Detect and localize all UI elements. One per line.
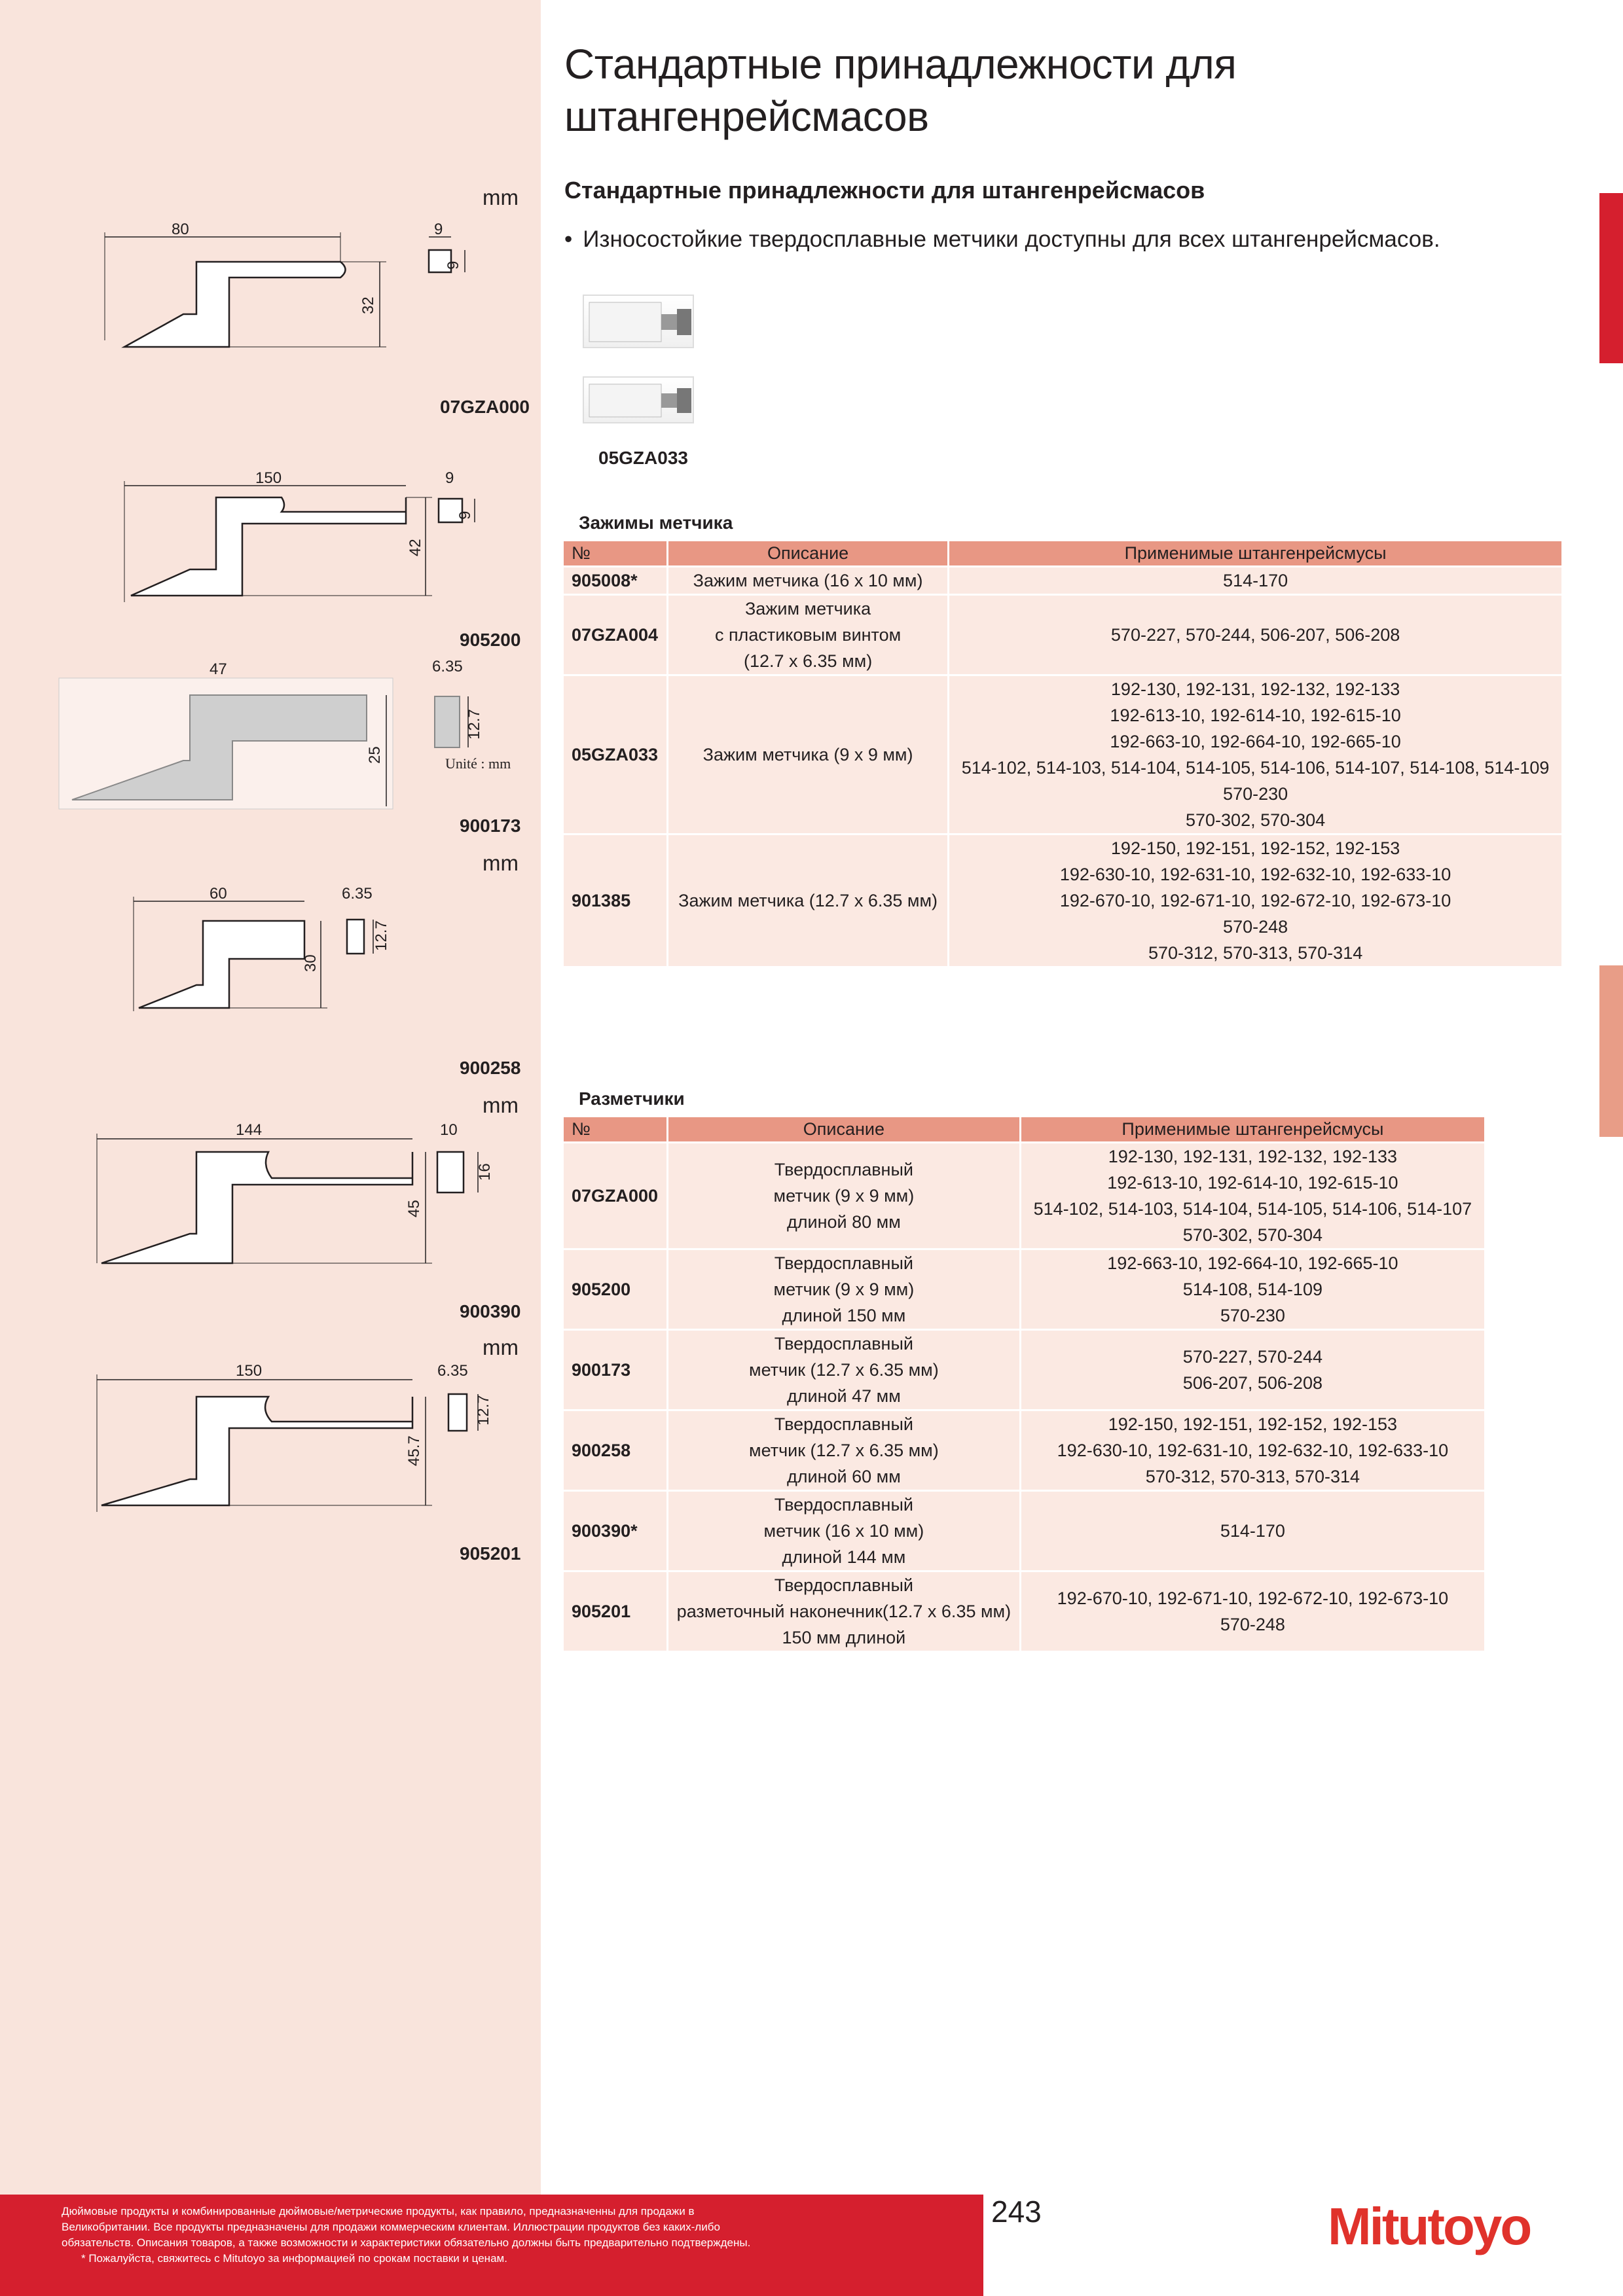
dim-width: 6.35 <box>342 885 373 903</box>
desc-line: длиной 47 мм <box>787 1386 901 1406</box>
desc-line: метчик (9 x 9 мм) <box>773 1280 915 1299</box>
model-line: 192-130, 192-131, 192-132, 192-133 <box>1108 1147 1398 1166</box>
desc-line: Твердосплавный <box>774 1334 913 1354</box>
dim-height: 32 <box>359 296 377 314</box>
dim-thickness: 12.7 <box>373 920 390 951</box>
model-line: 192-150, 192-151, 192-152, 192-153 <box>1110 838 1400 858</box>
page-title <box>564 38 1236 143</box>
description <box>667 1330 1020 1410</box>
model-line: 192-130, 192-131, 192-132, 192-133 <box>1110 679 1400 699</box>
desc-line: метчик (12.7 x 6.35 мм) <box>749 1360 939 1380</box>
description <box>667 675 948 834</box>
drawing-code-07GZA000: 07GZA000 <box>440 397 530 417</box>
desc-line: Твердосплавный <box>774 1575 913 1595</box>
desc-line: длиной 150 мм <box>782 1306 906 1325</box>
bullet-text: Износостойкие твердосплавные метчики доступны для всех штангенрейсмасов. <box>583 226 1440 252</box>
table-row <box>563 1491 1486 1571</box>
desc-line: метчик (12.7 x 6.35 мм) <box>749 1441 939 1460</box>
drawing-code-905200: 905200 <box>460 630 521 650</box>
drawing-code-900173: 900173 <box>460 816 521 836</box>
dim-height: 45 <box>405 1200 423 1217</box>
tap-holder-illustration-bottom <box>584 378 695 425</box>
dim-length: 144 <box>236 1121 263 1139</box>
unit-label: mm <box>483 1093 519 1117</box>
model-line: 570-248 <box>1223 917 1288 937</box>
title-line-2: штангенрейсмасов <box>564 93 929 140</box>
col-header-no: № <box>563 1117 668 1143</box>
description <box>667 1249 1020 1330</box>
drawing-code-900390: 900390 <box>460 1301 521 1321</box>
dim-height: 30 <box>302 954 319 972</box>
bullet-dot-icon: • <box>564 226 573 252</box>
model-line: 570-312, 570-313, 570-314 <box>1148 943 1363 963</box>
desc-line: Твердосплавный <box>774 1495 913 1515</box>
model-line: 570-312, 570-313, 570-314 <box>1145 1467 1360 1486</box>
model-line: 192-150, 192-151, 192-152, 192-153 <box>1108 1414 1398 1434</box>
desc-line: Зажим метчика <box>745 599 871 619</box>
unit-label: mm <box>483 851 519 875</box>
desc-line: Зажим метчика (12.7 x 6.35 мм) <box>678 891 938 910</box>
model-line: 570-302, 570-304 <box>1182 1225 1322 1245</box>
col-header-description: Описание <box>667 1117 1020 1143</box>
desc-line: Зажим метчика (16 x 10 мм) <box>693 571 923 590</box>
part-number: 07GZA004 <box>563 595 668 675</box>
dim-width: 10 <box>440 1121 458 1139</box>
models <box>949 567 1563 595</box>
photo-caption: 05GZA033 <box>598 448 688 468</box>
part-number: 900390* <box>563 1491 668 1571</box>
part-number: 05GZA033 <box>563 675 668 834</box>
footer-note: * Пожалуйста, свяжитесь с Mitutoyo за информацией по срокам поставки и ценам. <box>81 2252 507 2265</box>
footer-line: обязательств. Описания товаров, а также возможности и характеристики обязательно должны быть предварительно подтверждены. <box>62 2236 751 2249</box>
section-subtitle: Стандартные принадлежности для штангенрейсмасов <box>564 177 1205 204</box>
model-line: 514-108, 514-109 <box>1182 1280 1322 1299</box>
models <box>1020 1143 1485 1249</box>
models <box>1020 1410 1485 1491</box>
product-photo-bottom <box>583 376 694 423</box>
table-row <box>563 834 1563 967</box>
model-line: 570-302, 570-304 <box>1186 810 1326 830</box>
part-number: 905201 <box>563 1571 668 1652</box>
dim-length: 60 <box>210 885 227 903</box>
desc-line: с пластиковым винтом <box>714 625 902 645</box>
models <box>949 675 1563 834</box>
page-number: 243 <box>991 2195 1042 2229</box>
desc-line: (12.7 x 6.35 мм) <box>743 651 873 671</box>
scriber-drawing-900258 <box>131 887 419 1018</box>
model-line: 192-613-10, 192-614-10, 192-615-10 <box>1107 1173 1398 1193</box>
dim-length: 80 <box>172 221 189 238</box>
table-row <box>563 595 1563 675</box>
footer-line: Великобритании. Все продукты предназначены для продажи коммерческим клиентам. Иллюстрации продуктов без каких-либо <box>62 2221 720 2233</box>
footer-line: Дюймовые продукты и комбинированные дюймовые/метрические продукты, как правило, предназначенны для продажи в <box>62 2205 695 2217</box>
model-line: 192-663-10, 192-664-10, 192-665-10 <box>1110 732 1401 751</box>
desc-line: длиной 144 мм <box>782 1547 906 1567</box>
desc-line: Твердосплавный <box>774 1414 913 1434</box>
description <box>667 1143 1020 1249</box>
col-header-description: Описание <box>667 541 948 567</box>
scribers-table <box>562 1115 1486 1653</box>
table-row <box>563 567 1563 595</box>
part-number: 07GZA000 <box>563 1143 668 1249</box>
col-header-models: Применимые штангенрейсмусы <box>949 541 1563 567</box>
model-line: 570-227, 570-244 <box>1182 1347 1322 1367</box>
col-header-models: Применимые штангенрейсмусы <box>1020 1117 1485 1143</box>
part-number: 901385 <box>563 834 668 967</box>
dim-length: 47 <box>210 660 227 678</box>
model-line: 192-670-10, 192-671-10, 192-672-10, 192-673-10 <box>1059 891 1451 910</box>
scriber-drawing-900390 <box>92 1119 511 1270</box>
section-tab-pink[interactable] <box>1599 965 1623 1137</box>
bullet-item <box>564 226 1440 253</box>
description <box>667 567 948 595</box>
table-row <box>563 1330 1486 1410</box>
dim-width: 6.35 <box>437 1362 468 1380</box>
models <box>1020 1249 1485 1330</box>
dim-height: 25 <box>366 746 384 764</box>
model-line: 570-230 <box>1223 784 1288 804</box>
models <box>949 834 1563 967</box>
table-row <box>563 1249 1486 1330</box>
desc-line: Твердосплавный <box>774 1160 913 1179</box>
scriber-drawing-07GZA000 <box>98 223 504 367</box>
title-line-1: Стандартные принадлежности для <box>564 41 1237 88</box>
footer-disclaimer <box>0 2195 983 2296</box>
model-line: 570-230 <box>1220 1306 1285 1325</box>
dim-thickness: 12.7 <box>475 1395 492 1426</box>
model-line: 570-248 <box>1220 1615 1285 1634</box>
model-line: 192-663-10, 192-664-10, 192-665-10 <box>1107 1253 1398 1273</box>
model-line: 192-613-10, 192-614-10, 192-615-10 <box>1110 706 1401 725</box>
model-line: 192-630-10, 192-631-10, 192-632-10, 192-633-10 <box>1057 1441 1449 1460</box>
models <box>949 595 1563 675</box>
drawing-code-905201: 905201 <box>460 1543 521 1564</box>
part-number: 905008* <box>563 567 668 595</box>
desc-line: 150 мм длиной <box>782 1628 906 1647</box>
part-number: 905200 <box>563 1249 668 1330</box>
desc-line: разметочный наконечник(12.7 x 6.35 мм) <box>676 1602 1012 1621</box>
dim-thickness: 12.7 <box>465 709 483 740</box>
unit-text: Unité : mm <box>445 755 511 772</box>
table-row <box>563 675 1563 834</box>
dim-height: 45.7 <box>405 1435 423 1466</box>
models <box>1020 1330 1485 1410</box>
part-number: 900173 <box>563 1330 668 1410</box>
dim-thickness: 16 <box>476 1163 494 1181</box>
description <box>667 1410 1020 1491</box>
tap-holder-illustration-top <box>584 296 695 350</box>
dim-length: 150 <box>236 1362 263 1380</box>
description <box>667 1491 1020 1571</box>
scriber-drawing-900173 <box>59 656 530 813</box>
dim-width: 9 <box>445 469 454 487</box>
dim-width: 6.35 <box>432 658 463 675</box>
models <box>1020 1571 1485 1652</box>
model-line: 506-207, 506-208 <box>1182 1373 1322 1393</box>
unit-label: mm <box>483 185 519 209</box>
unit-label: mm <box>483 1335 519 1359</box>
tap-holders-table <box>562 539 1563 968</box>
dim-thickness: 9 <box>456 511 474 520</box>
section-tab-red[interactable] <box>1599 193 1623 363</box>
desc-line: метчик (16 x 10 мм) <box>763 1521 924 1541</box>
table-caption-scribers: Разметчики <box>579 1088 685 1109</box>
table-row <box>563 1571 1486 1652</box>
model-line: 514-102, 514-103, 514-104, 514-105, 514-106, 514-107 <box>1033 1199 1472 1219</box>
description <box>667 1571 1020 1652</box>
model-line: 514-170 <box>1223 571 1288 590</box>
model-line: 570-227, 570-244, 506-207, 506-208 <box>1110 625 1400 645</box>
dim-length: 150 <box>255 469 282 487</box>
drawing-code-900258: 900258 <box>460 1058 521 1078</box>
desc-line: Твердосплавный <box>774 1253 913 1273</box>
description <box>667 834 948 967</box>
model-line: 192-670-10, 192-671-10, 192-672-10, 192-673-10 <box>1057 1588 1449 1608</box>
col-header-no: № <box>563 541 668 567</box>
dim-height: 42 <box>407 539 424 556</box>
table-caption-tap-holders: Зажимы метчика <box>579 512 733 533</box>
model-line: 192-630-10, 192-631-10, 192-632-10, 192-633-10 <box>1059 865 1451 884</box>
models <box>1020 1491 1485 1571</box>
dim-thickness: 9 <box>445 260 462 270</box>
desc-line: длиной 60 мм <box>787 1467 901 1486</box>
desc-line: метчик (9 x 9 мм) <box>773 1186 915 1206</box>
desc-line: длиной 80 мм <box>787 1212 901 1232</box>
part-number: 900258 <box>563 1410 668 1491</box>
scriber-drawing-905201 <box>92 1361 511 1512</box>
dim-width: 9 <box>434 221 443 238</box>
scriber-drawing-905200 <box>118 471 511 615</box>
model-line: 514-102, 514-103, 514-104, 514-105, 514-106, 514-107, 514-108, 514-109 <box>961 758 1550 778</box>
brand-logo[interactable]: Mitutoyo <box>1328 2197 1531 2255</box>
table-row <box>563 1143 1486 1249</box>
product-photo-top <box>583 295 694 348</box>
description <box>667 595 948 675</box>
table-row <box>563 1410 1486 1491</box>
desc-line: Зажим метчика (9 x 9 мм) <box>702 745 913 764</box>
model-line: 514-170 <box>1220 1521 1285 1541</box>
